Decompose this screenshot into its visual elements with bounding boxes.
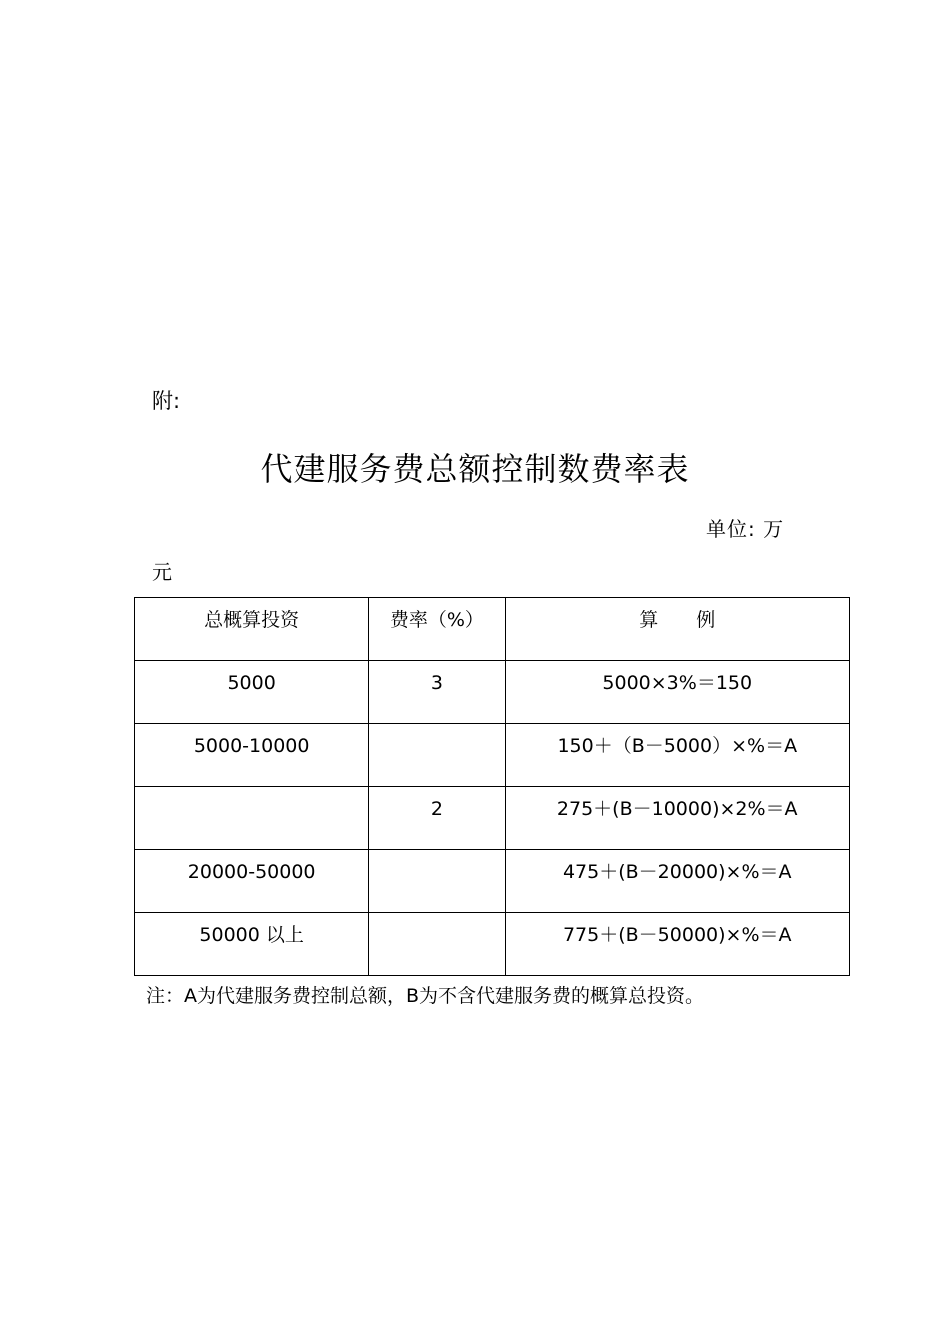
header-example: 算 例 xyxy=(505,598,850,661)
attachment-label: 附: xyxy=(152,389,181,413)
cell-investment xyxy=(135,787,369,850)
cell-example: 150＋（B－5000）×%＝A xyxy=(505,724,850,787)
cell-rate xyxy=(369,850,505,913)
cell-example: 775＋(B－50000)×%＝A xyxy=(505,913,850,976)
table-row xyxy=(135,724,850,787)
document-title: 代建服务费总额控制数费率表 xyxy=(260,450,690,488)
cell-rate xyxy=(369,724,505,787)
cell-rate xyxy=(369,913,505,976)
header-total-investment: 总概算投资 xyxy=(135,598,369,661)
table-row xyxy=(135,850,850,913)
cell-rate: 2 xyxy=(369,787,505,850)
header-fee-rate: 费率（%） xyxy=(369,598,505,661)
unit-label: 单位: 万 xyxy=(706,517,785,541)
cell-example: 275＋(B－10000)×2%＝A xyxy=(505,787,850,850)
table-row xyxy=(135,661,850,724)
table-row xyxy=(135,913,850,976)
cell-investment: 5000 xyxy=(135,661,369,724)
cell-investment: 50000 以上 xyxy=(135,913,369,976)
table-header-row xyxy=(135,598,850,661)
table-row xyxy=(135,787,850,850)
cell-rate: 3 xyxy=(369,661,505,724)
unit-label-wrap: 元 xyxy=(152,560,172,584)
cell-investment: 20000-50000 xyxy=(135,850,369,913)
fee-rate-table xyxy=(134,597,850,976)
cell-example: 5000×3%＝150 xyxy=(505,661,850,724)
table-note: 注：A为代建服务费控制总额，B为不含代建服务费的概算总投资。 xyxy=(146,985,705,1007)
cell-example: 475＋(B－20000)×%＝A xyxy=(505,850,850,913)
cell-investment: 5000-10000 xyxy=(135,724,369,787)
